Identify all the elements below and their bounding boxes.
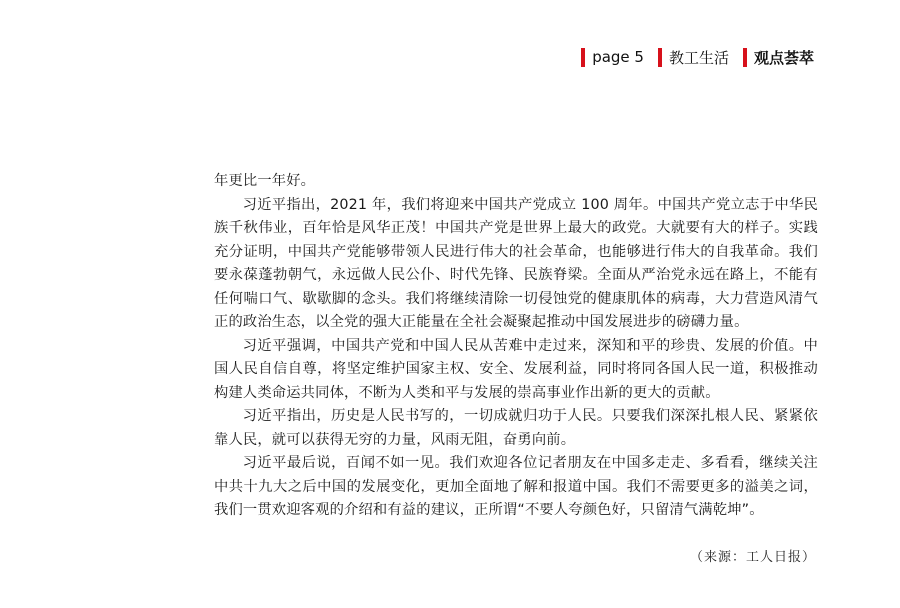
article-paragraph: 习近平指出，2021 年，我们将迎来中国共产党成立 100 周年。中国共产党立志于中华民族千秋伟业，百年恰是风华正茂！中国共产党是世界上最大的政党。大就要有大的样子。实践充分证明，中国共产党能够带领人民进行伟大的社会革命，也能够进行伟大的自我革命。我们要永葆蓬勃朝气，永远做人民公仆、时代先锋、民族脊梁。全面从严治党永远在路上，不能有任何喘口气、歇歇脚的念头。我们将继续清除一切侵蚀党的健康肌体的病毒，大力营造风清气正的政治生态，以全党的强大正能量在全社会凝聚起推动中国发展进步的磅礴力量。 (214, 196, 818, 330)
article-paragraph: 年更比一年好。 (214, 173, 316, 189)
section-tag-opinions (743, 47, 814, 68)
red-marker-bar (581, 48, 585, 67)
page-number: page 5 (592, 48, 644, 66)
article-source: （来源：工人日报） (689, 550, 816, 565)
red-marker-bar (743, 48, 747, 67)
article-paragraph: 习近平强调，中国共产党和中国人民从苦难中走过来，深知和平的珍贵、发展的价值。中国人民自信自尊，将坚定维护国家主权、安全、发展利益，同时将同各国人民一道，积极推动构建人类命运共同体，不断为人类和平与发展的崇高事业作出新的更大的贡献。 (214, 337, 818, 401)
article-paragraph: 习近平最后说，百闻不如一见。我们欢迎各位记者朋友在中国多走走、多看看，继续关注中共十九大之后中国的发展变化，更加全面地了解和报道中国。我们不需要更多的溢美之词，我们一贯欢迎客观的介绍和有益的建议，正所谓“不要人夸颜色好，只留清气满乾坤”。 (214, 455, 818, 518)
section-tag-life (658, 47, 729, 68)
article-body (214, 170, 818, 523)
article-paragraph: 习近平指出，历史是人民书写的，一切成就归功于人民。只要我们深深扎根人民、紧紧依靠人民，就可以获得无穷的力量，风雨无阻，奋勇向前。 (214, 408, 818, 448)
page-header (581, 44, 814, 70)
section-title-opinions: 观点荟萃 (753, 48, 814, 67)
page-number-item (581, 48, 644, 67)
section-title-life: 教工生活 (668, 48, 729, 67)
red-marker-bar (658, 48, 662, 67)
